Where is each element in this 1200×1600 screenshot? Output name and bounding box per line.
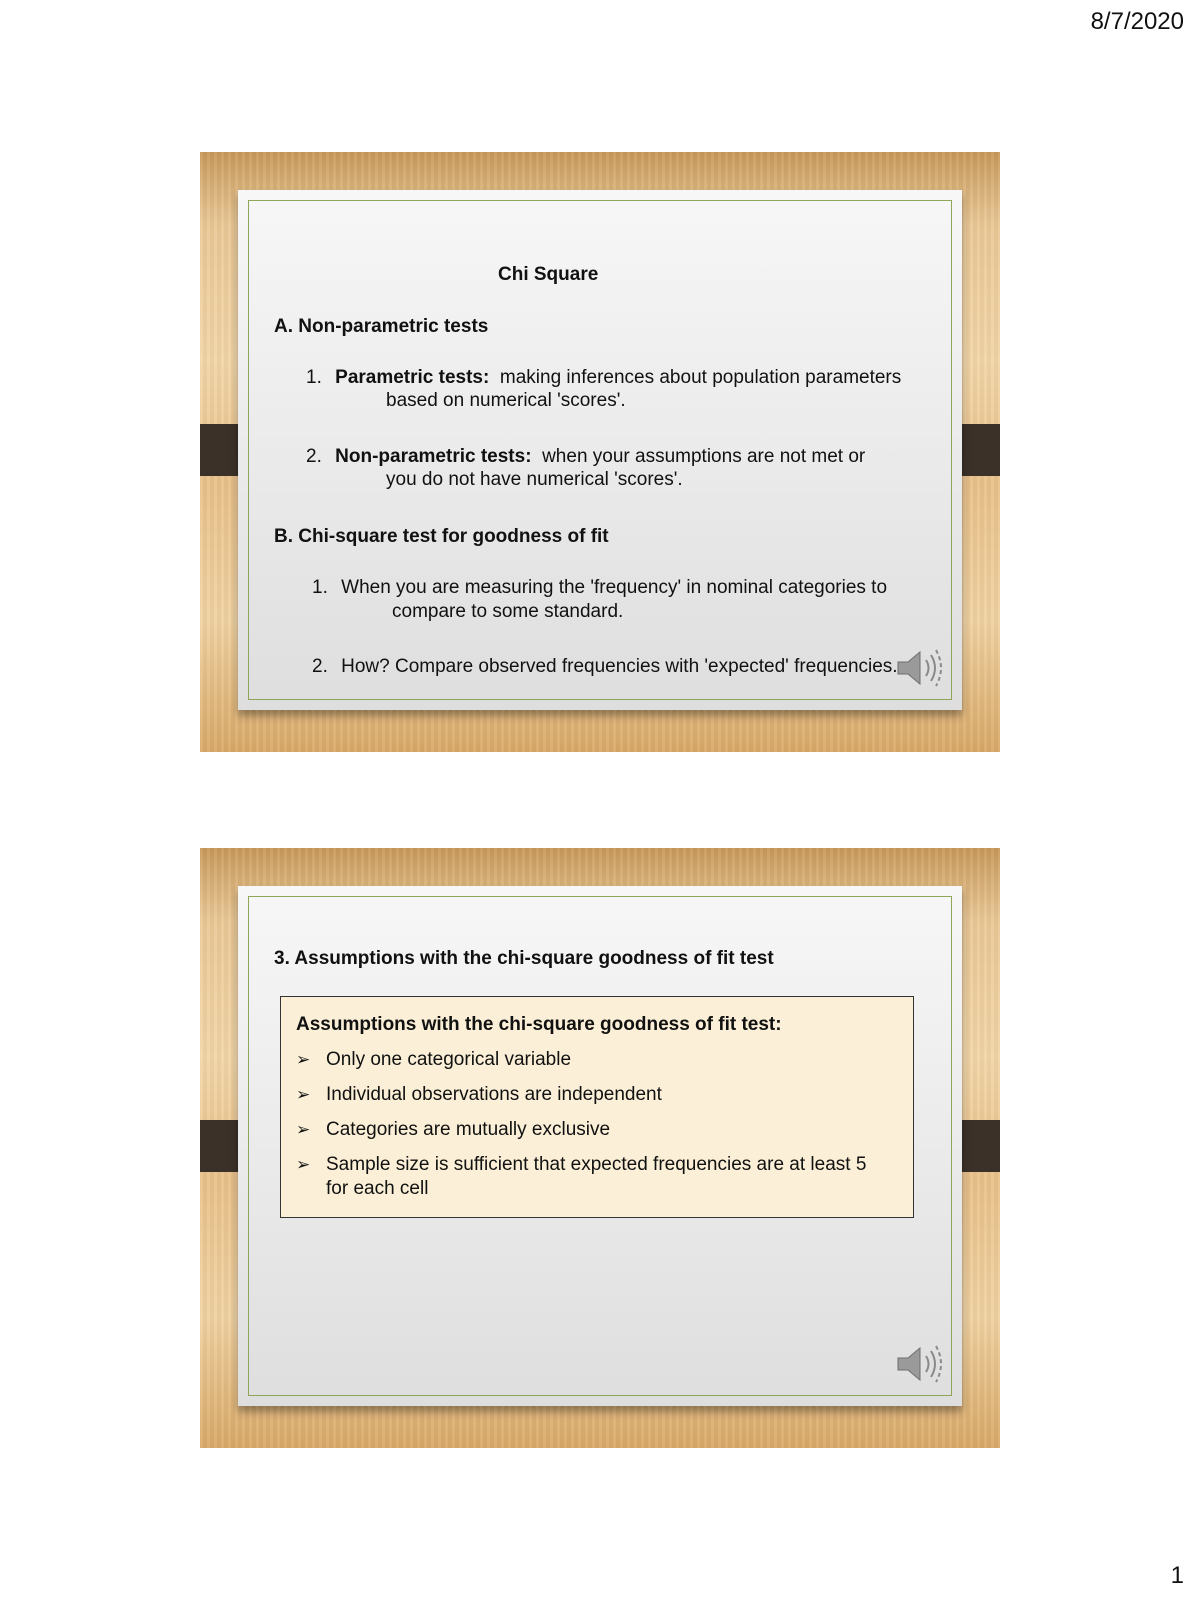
item-a1-text: making inferences about population parameters xyxy=(489,367,902,388)
list-item xyxy=(296,1153,886,1201)
section-a-heading: A. Non-parametric tests xyxy=(274,316,489,337)
item-b1-continuation: compare to some standard. xyxy=(392,601,624,622)
list-item-text: Individual observations are independent xyxy=(326,1084,662,1105)
arrow-bullet-icon: ➢ xyxy=(296,1155,311,1174)
item-b2 xyxy=(312,655,898,679)
list-item-text: Sample size is sufficient that expected frequencies are at least 5 for each cell xyxy=(326,1154,867,1199)
item-a1-number: 1. xyxy=(306,367,322,388)
item-a1-continuation: based on numerical 'scores'. xyxy=(386,390,626,411)
item-a1-term: Parametric tests: xyxy=(335,367,490,388)
section-b-heading: B. Chi-square test for goodness of fit xyxy=(274,526,609,547)
speaker-icon[interactable] xyxy=(894,1340,948,1388)
item-b1-number: 1. xyxy=(312,577,328,598)
arrow-bullet-icon: ➢ xyxy=(296,1050,311,1069)
item-a2 xyxy=(306,445,865,469)
item-b1-text: When you are measuring the 'frequency' in nominal categories to xyxy=(341,577,888,598)
slide-1-paper xyxy=(238,190,962,710)
item-b2-number: 2. xyxy=(312,656,328,677)
speaker-icon[interactable] xyxy=(894,644,948,692)
page-number: 1 xyxy=(1170,1562,1184,1589)
slide-1 xyxy=(200,152,1000,752)
list-item xyxy=(296,1083,896,1107)
assumptions-box-title: Assumptions with the chi-square goodness of fit test: xyxy=(296,1014,782,1035)
slide-title: Chi Square xyxy=(498,264,599,285)
item-a2-continuation: you do not have numerical 'scores'. xyxy=(386,469,683,490)
item-b2-text: How? Compare observed frequencies with 'expected' frequencies. xyxy=(341,656,898,677)
list-item-text: Categories are mutually exclusive xyxy=(326,1119,611,1140)
item-a2-text: when your assumptions are not met or xyxy=(531,446,866,467)
list-item xyxy=(296,1048,896,1072)
item-b1 xyxy=(312,576,887,600)
arrow-bullet-icon: ➢ xyxy=(296,1120,311,1139)
item-a2-number: 2. xyxy=(306,446,322,467)
slide-heading: 3. Assumptions with the chi-square goodness of fit test xyxy=(274,948,774,969)
item-a1 xyxy=(306,366,901,390)
item-a2-term: Non-parametric tests: xyxy=(335,446,532,467)
arrow-bullet-icon: ➢ xyxy=(296,1085,311,1104)
list-item xyxy=(296,1118,896,1142)
slide-2 xyxy=(200,848,1000,1448)
page-date: 8/7/2020 xyxy=(1090,8,1184,35)
slide-2-paper xyxy=(238,886,962,1406)
assumptions-box xyxy=(280,996,914,1218)
list-item-text: Only one categorical variable xyxy=(326,1049,572,1070)
